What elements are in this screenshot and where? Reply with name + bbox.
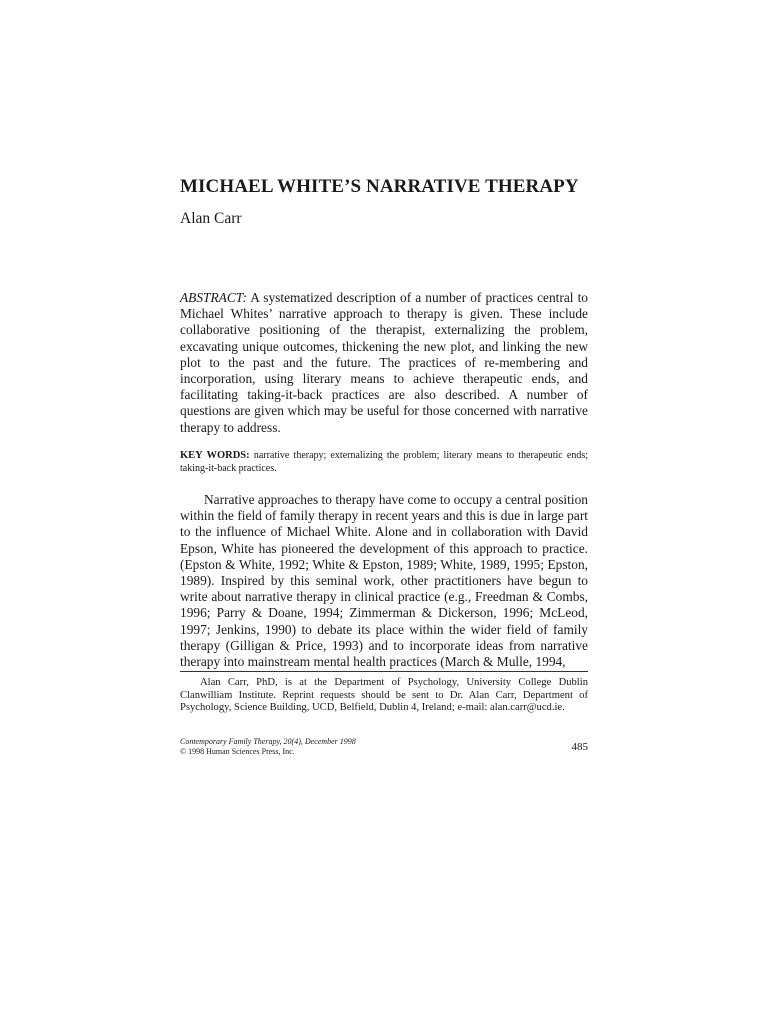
footnote-divider — [180, 671, 588, 672]
author-footnote: Alan Carr, PhD, is at the Department of Psychology, University College Dublin Clanwilliam Institute. Reprint requests should be sent to Dr. Alan Carr, Department of Psychology, Science Building, UCD, Belfield, Dublin 4, Ireland; e-mail: alan.carr@ucd.ie. — [180, 677, 588, 714]
keywords-text: narrative therapy; externalizing the problem; literary means to therapeutic ends; taking-it-back practices. — [180, 450, 588, 474]
author-name: Alan Carr — [180, 210, 242, 227]
keywords-label: KEY WORDS: — [180, 450, 250, 461]
copyright-notice: © 1998 Human Sciences Press, Inc. — [180, 747, 295, 756]
abstract-text: A systematized description of a number of practices central to Michael Whites’ narrative approach to therapy is given. These include collaborative positioning of the therapist, externalizing the problem, excavating unique outcomes, thickening the new plot, and linking the new plot to the past and the future. The practices of re-membering and incorporation, using literary means to achieve therapeutic ends, and facilitating taking-it-back practices are also described. A number of questions are given which may be useful for those concerned with narrative therapy to address. — [180, 290, 588, 435]
body-paragraph: Narrative approaches to therapy have come to occupy a central position within the field of family therapy in recent years and this is due in large part to the influence of Michael White. Alone and in collaboration with David Epson, White has pioneered the development of this approach to practice. (Epston & White, 1992; White & Epston, 1989; White, 1989, 1995; Epston, 1989). Inspired by this seminal work, other practitioners have begun to write about narrative therapy in clinical practice (e.g., Freedman & Combs, 1996; Parry & Doane, 1994; Zimmerman & Dickerson, 1996; McLeod, 1997; Jenkins, 1990) to debate its place within the wider field of family therapy (Gilligan & Price, 1993) and to incorporate ideas from narrative therapy into mainstream mental health practices (March & Mulle, 1994, — [180, 492, 588, 670]
page-number: 485 — [571, 741, 588, 753]
abstract — [180, 290, 588, 436]
article-title: MICHAEL WHITE’S NARRATIVE THERAPY — [180, 176, 579, 197]
abstract-label: ABSTRACT: — [180, 290, 247, 305]
journal-info — [180, 737, 480, 757]
paper-page — [180, 0, 588, 1024]
journal-citation: Contemporary Family Therapy, 20(4), December 1998 — [180, 737, 356, 746]
keywords — [180, 450, 588, 475]
